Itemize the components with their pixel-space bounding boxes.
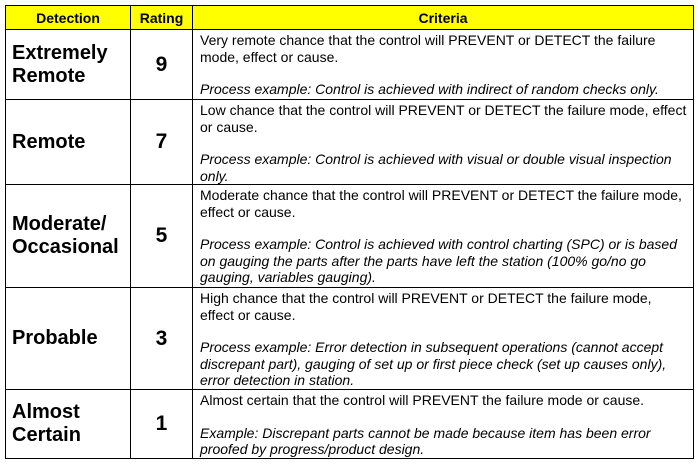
rating-value: 3: [131, 288, 193, 390]
detection-level: Remote: [6, 100, 131, 185]
criteria-cell: [193, 288, 694, 390]
criteria-text: High chance that the control will PREVENT or DETECT the failure mode, effect or cause.: [200, 290, 652, 323]
process-example: Process example: Control is achieved with control charting (SPC) or is based on gauging the parts after the parts have left the station (100% go/no go gauging, variables gauging).: [200, 236, 677, 285]
header-rating: Rating: [131, 6, 193, 30]
criteria-text: Very remote chance that the control will PREVENT or DETECT the failure mode, effect or cause.: [200, 32, 656, 65]
detection-rating-table: [5, 5, 694, 459]
table-row: [6, 288, 694, 390]
header-detection: Detection: [6, 6, 131, 30]
process-example: Process example: Error detection in subsequent operations (cannot accept discrepant part), gauging of set up or first piece check (set up causes only), error detection in station.: [200, 339, 667, 388]
criteria-cell: [193, 30, 694, 100]
detection-level: Extremely Remote: [6, 30, 131, 100]
criteria-cell: [193, 185, 694, 288]
table-row: [6, 100, 694, 185]
header-criteria: Criteria: [193, 6, 694, 30]
detection-level: Probable: [6, 288, 131, 390]
table-row: [6, 185, 694, 288]
rating-value: 5: [131, 185, 193, 288]
rating-value: 1: [131, 390, 193, 459]
process-example: Example: Discrepant parts cannot be made because item has been error proofed by progress/product design.: [200, 424, 651, 457]
table-row: [6, 30, 694, 100]
detection-level: Almost Certain: [6, 390, 131, 459]
process-example: Process example: Control is achieved with indirect of random checks only.: [200, 81, 659, 97]
process-example: Process example: Control is achieved with visual or double visual inspection only.: [200, 151, 672, 184]
rating-value: 9: [131, 30, 193, 100]
criteria-cell: [193, 100, 694, 185]
rating-value: 7: [131, 100, 193, 185]
criteria-text: Moderate chance that the control will PREVENT or DETECT the failure mode, effect or cause.: [200, 187, 682, 220]
header-row: [6, 6, 694, 30]
criteria-text: Almost certain that the control will PREVENT the failure mode or cause.: [200, 392, 645, 408]
table-row: [6, 390, 694, 459]
detection-level: Moderate/ Occasional: [6, 185, 131, 288]
criteria-text: Low chance that the control will PREVENT or DETECT the failure mode, effect or cause.: [200, 102, 687, 135]
criteria-cell: [193, 390, 694, 459]
